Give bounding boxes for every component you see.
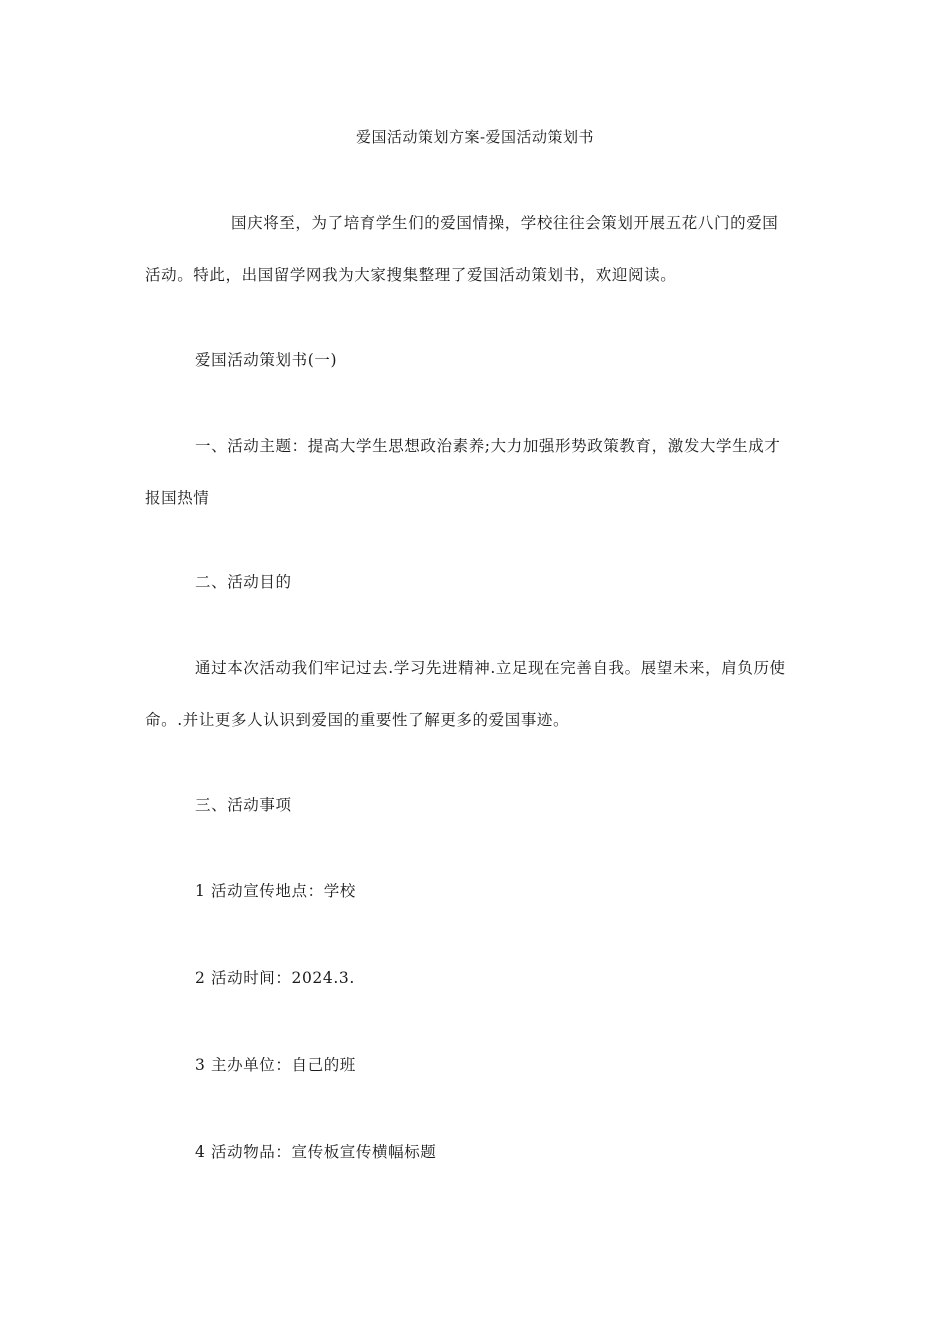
- items-heading: 三、活动事项: [195, 796, 292, 814]
- theme-line-2: 报国热情: [145, 489, 210, 507]
- list-item: 1 活动宣传地点：学校: [195, 882, 356, 900]
- theme-paragraph: [145, 436, 809, 508]
- document-title: 爱国活动策划方案-爱国活动策划书: [355, 128, 595, 146]
- purpose-line-2: 命。.并让更多人认识到爱国的重要性了解更多的爱国事迹。: [145, 711, 570, 729]
- intro-paragraph: [145, 213, 809, 285]
- list-item: 4 活动物品：宣传板宣传横幅标题: [195, 1143, 437, 1161]
- theme-line-1: 一、活动主题：提高大学生思想政治素养;大力加强形势政策教育，激发大学生成才: [195, 437, 781, 455]
- intro-line-2: 活动。特此，出国留学网我为大家搜集整理了爱国活动策划书，欢迎阅读。: [145, 266, 677, 284]
- list-item: 2 活动时间：2024.3.: [195, 969, 355, 987]
- purpose-paragraph: [145, 658, 809, 730]
- purpose-line-1: 通过本次活动我们牢记过去.学习先进精神.立足现在完善自我。展望未来，肩负历使: [195, 659, 786, 677]
- purpose-heading: 二、活动目的: [195, 573, 292, 591]
- section-heading: 爱国活动策划书(一): [195, 351, 338, 369]
- intro-line-1: 国庆将至，为了培育学生们的爱国情操，学校往往会策划开展五花八门的爱国: [231, 214, 779, 232]
- list-item: 3 主办单位：自己的班: [195, 1056, 356, 1074]
